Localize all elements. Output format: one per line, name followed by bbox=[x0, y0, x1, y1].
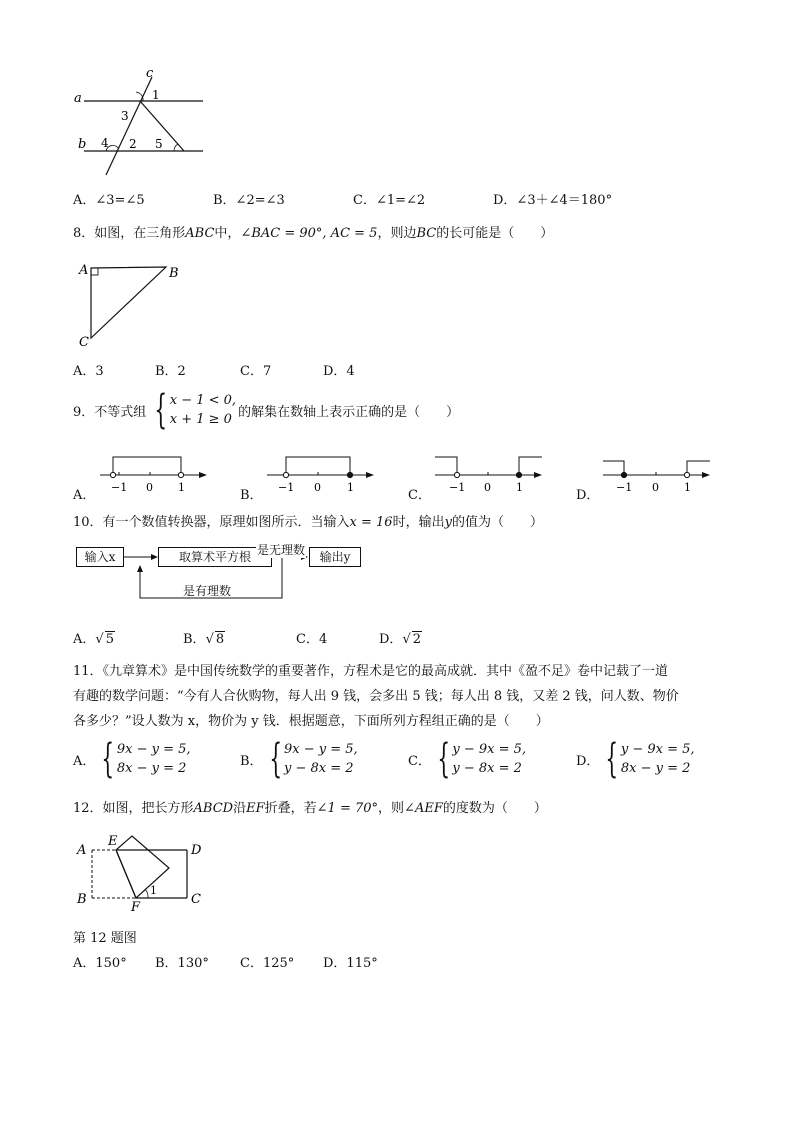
q7-option-b[interactable]: B．∠2=∠3 bbox=[213, 193, 285, 208]
q11-option-a[interactable]: A． { 9x − y = 5, 8x − y = 2 bbox=[73, 736, 191, 782]
label-1: 1 bbox=[152, 88, 160, 102]
svg-text:0: 0 bbox=[652, 481, 659, 494]
q8-option-b[interactable]: B．2 bbox=[155, 364, 186, 379]
q10-option-b[interactable]: B．√ 8 bbox=[183, 632, 225, 647]
svg-text:−1: −1 bbox=[111, 481, 128, 494]
svg-text:0: 0 bbox=[484, 481, 491, 494]
q10-stem: 10．有一个数值转换器，原理如图所示．当输入x = 16时，输出y的值为（ ） bbox=[73, 515, 543, 530]
number-line-b[interactable] bbox=[262, 450, 377, 495]
label-a: a bbox=[74, 91, 82, 106]
flow-process-box: 取算术平方根 bbox=[158, 547, 272, 567]
q12-option-b[interactable]: B．130° bbox=[155, 956, 209, 971]
label-c: c bbox=[146, 66, 154, 81]
label-A: A bbox=[79, 263, 89, 278]
svg-text:0: 0 bbox=[314, 481, 321, 494]
label-E: E bbox=[108, 834, 118, 849]
label-F: F bbox=[131, 900, 141, 913]
q12-stem: 12．如图，把长方形ABCD沿EF折叠，若∠1 = 70°，则∠AEF的度数为（ ） bbox=[73, 801, 547, 816]
q10-option-c[interactable]: C．4 bbox=[296, 632, 328, 647]
q9-stem: 9．不等式组 { x − 1 < 0, x + 1 ≥ 0 的解集在数轴上表示正确的是（ ） bbox=[73, 387, 460, 433]
q9-option-c-letter[interactable]: C． bbox=[408, 488, 431, 503]
q11-line-2: 有趣的数学问题：“今有人合伙购物，每人出 9 钱，会多出 5 钱；每人出 8 钱，又差 2 钱，问人数、物价 bbox=[73, 689, 679, 704]
label-B: B bbox=[77, 892, 87, 907]
q12-option-d[interactable]: D．115° bbox=[323, 956, 378, 971]
figure-parallel-lines bbox=[70, 65, 215, 180]
label-b: b bbox=[78, 137, 87, 152]
number-line-c[interactable] bbox=[430, 450, 545, 495]
figure-right-triangle bbox=[72, 258, 192, 350]
label-C: C bbox=[191, 892, 201, 907]
q9-option-b-letter[interactable]: B． bbox=[240, 488, 263, 503]
label-A: A bbox=[77, 843, 87, 858]
svg-text:1: 1 bbox=[178, 481, 185, 494]
q8-option-c[interactable]: C．7 bbox=[240, 364, 272, 379]
label-5: 5 bbox=[155, 137, 163, 151]
flow-irrational-label: 是无理数 bbox=[257, 543, 306, 557]
flow-output-box: 输出y bbox=[309, 547, 361, 567]
q11-option-b[interactable]: B． { 9x − y = 5, y − 8x = 2 bbox=[240, 736, 358, 782]
label-1: 1 bbox=[150, 884, 157, 897]
q9-option-a-letter[interactable]: A． bbox=[73, 488, 96, 503]
label-D: D bbox=[191, 843, 202, 858]
svg-text:0: 0 bbox=[146, 481, 153, 494]
label-4: 4 bbox=[101, 136, 109, 150]
svg-text:−1: −1 bbox=[278, 481, 295, 494]
svg-text:1: 1 bbox=[347, 481, 354, 494]
svg-text:1: 1 bbox=[684, 481, 691, 494]
q10-option-d[interactable]: D．√ 2 bbox=[379, 632, 422, 647]
q12-caption: 第 12 题图 bbox=[73, 931, 137, 946]
svg-text:−1: −1 bbox=[449, 481, 466, 494]
q10-option-a[interactable]: A．√ 5 bbox=[73, 632, 114, 647]
q7-option-a[interactable]: A．∠3=∠5 bbox=[73, 193, 145, 208]
label-C: C bbox=[79, 335, 89, 350]
label-2: 2 bbox=[129, 137, 137, 151]
number-line-d[interactable] bbox=[598, 450, 713, 495]
q11-option-c[interactable]: C． { y − 9x = 5, y − 8x = 2 bbox=[408, 736, 527, 782]
q8-stem: 8．如图，在三角形ABC中，∠BAC = 90°, AC = 5，则边BC的长可能是（ ） bbox=[73, 226, 554, 241]
q11-line-1: 11．《九章算术》是中国传统数学的重要著作，方程术是它的最高成就．其中《盈不足》卷中记载了一道 bbox=[73, 664, 669, 679]
number-line-a[interactable] bbox=[95, 450, 210, 495]
q9-option-d-letter[interactable]: D． bbox=[576, 488, 600, 503]
q11-line-3: 各多少？”设人数为 x，物价为 y 钱．根据题意，下面所列方程组正确的是（ ） bbox=[73, 714, 549, 729]
flow-input-box: 输入x bbox=[76, 547, 124, 567]
line-c bbox=[106, 77, 152, 175]
svg-text:−1: −1 bbox=[616, 481, 633, 494]
label-3: 3 bbox=[121, 109, 129, 123]
q7-option-d[interactable]: D．∠3＋∠4＝180° bbox=[493, 193, 613, 208]
q8-option-d[interactable]: D．4 bbox=[323, 364, 355, 379]
svg-text:1: 1 bbox=[516, 481, 523, 494]
flow-rational-label: 是有理数 bbox=[183, 584, 232, 598]
q11-option-d[interactable]: D． { y − 9x = 5, 8x − y = 2 bbox=[576, 736, 695, 782]
label-B: B bbox=[169, 266, 179, 281]
q12-option-c[interactable]: C．125° bbox=[240, 956, 295, 971]
q8-option-a[interactable]: A．3 bbox=[73, 364, 104, 379]
figure-folded-rectangle bbox=[72, 828, 212, 913]
q12-option-a[interactable]: A．150° bbox=[73, 956, 127, 971]
q7-option-c[interactable]: C．∠1=∠2 bbox=[353, 193, 426, 208]
